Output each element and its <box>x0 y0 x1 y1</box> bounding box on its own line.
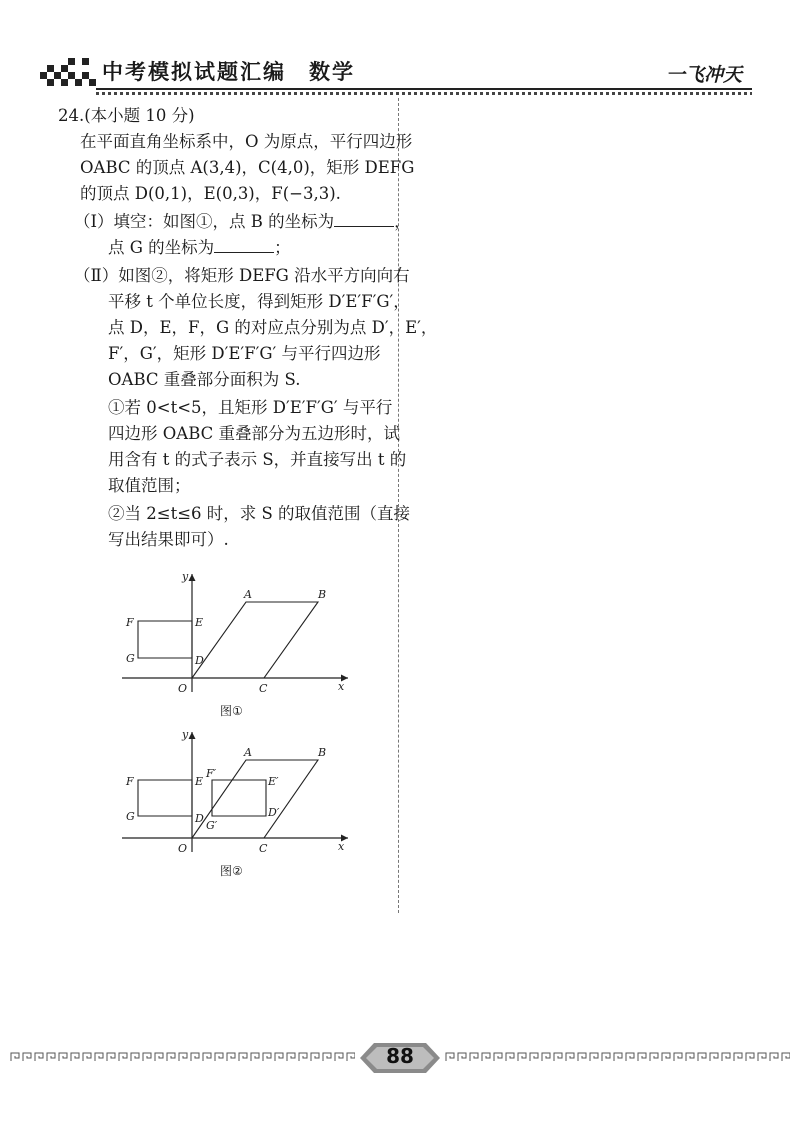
label-x: x <box>338 840 345 853</box>
rectangle-defg <box>138 621 192 658</box>
part2-line: 点 D，E，F，G 的对应点分别为点 D′，E′， <box>108 318 438 337</box>
page-header <box>40 52 752 92</box>
checker-logo-icon <box>40 58 96 86</box>
intro-line: OABC 的顶点 A(3,4)，C(4,0)，矩形 DEFG <box>80 158 415 177</box>
part2-line: 平移 t 个单位长度，得到矩形 D′E′F′G′， <box>108 292 410 311</box>
footer-border-left <box>10 1052 355 1062</box>
page-footer <box>0 1030 800 1090</box>
part2-line: （Ⅱ）如图②，将矩形 DEFG 沿水平方向向右 <box>74 266 410 285</box>
label-o: O <box>178 842 188 855</box>
part1-line1 <box>74 208 411 232</box>
part1-text: （Ⅰ）填空：如图①，点 B 的坐标为 <box>74 212 335 231</box>
label-e: E <box>195 775 204 788</box>
answer-blank-g <box>214 234 274 253</box>
part1-line2 <box>108 234 291 258</box>
figure-1-caption: 图① <box>220 704 243 718</box>
header-rule <box>96 88 752 90</box>
part1-punct: ； <box>274 238 291 257</box>
label-g: G <box>126 810 135 823</box>
page-number: 88 <box>386 1044 414 1068</box>
figure-1 <box>110 568 360 702</box>
sub2-line: 写出结果即可）. <box>108 530 229 549</box>
label-o: O <box>178 682 188 695</box>
figure-1-diagram <box>110 568 360 698</box>
sub1-line: ①若 0<t<5，且矩形 D′E′F′G′ 与平行 <box>108 398 393 417</box>
intro-line: 的顶点 D(0,1)，E(0,3)，F(−3,3). <box>80 184 341 203</box>
label-f-prime: F′ <box>206 767 217 780</box>
header-dotted-rule <box>96 92 752 95</box>
sub1-line: 取值范围； <box>108 476 191 495</box>
label-e-prime: E′ <box>268 775 279 788</box>
label-c: C <box>259 842 268 855</box>
label-b: B <box>318 588 327 601</box>
label-d: D <box>195 654 204 667</box>
rectangle-defg <box>138 780 192 816</box>
figure-2 <box>110 728 360 862</box>
parallelogram-oabc <box>192 602 318 678</box>
label-d-prime: D′ <box>268 806 280 819</box>
label-a: A <box>244 588 252 601</box>
sub2-line: ②当 2≤t≤6 时，求 S 的取值范围（直接 <box>108 504 411 523</box>
label-f: F <box>126 616 134 629</box>
problem-number: 24.(本小题 10 分) <box>58 106 195 125</box>
brand-name: 一飞冲天 <box>665 64 742 86</box>
label-y: y <box>182 570 189 583</box>
footer-border-right <box>445 1052 790 1062</box>
sub1-line: 四边形 OABC 重叠部分为五边形时，试 <box>108 424 400 443</box>
label-a: A <box>244 746 252 759</box>
label-e: E <box>195 616 204 629</box>
part1-text: 点 G 的坐标为 <box>108 238 215 257</box>
figure-2-caption: 图② <box>220 864 243 878</box>
label-x: x <box>338 680 345 693</box>
part2-line: F′，G′，矩形 D′E′F′G′ 与平行四边形 <box>108 344 381 363</box>
answer-blank-b <box>334 208 394 227</box>
label-d: D <box>195 812 204 825</box>
part2-line: OABC 重叠部分面积为 S. <box>108 370 301 389</box>
label-g: G <box>126 652 135 665</box>
label-b: B <box>318 746 327 759</box>
label-y: y <box>182 728 189 741</box>
intro-line: 在平面直角坐标系中，O 为原点，平行四边形 <box>80 132 413 151</box>
sub1-line: 用含有 t 的式子表示 S，并直接写出 t 的 <box>108 450 407 469</box>
book-title: 中考模拟试题汇编 数学 <box>102 60 355 84</box>
figure-2-diagram <box>110 728 360 858</box>
label-g-prime: G′ <box>206 819 218 832</box>
label-f: F <box>126 775 134 788</box>
part1-punct: ， <box>394 212 411 231</box>
label-c: C <box>259 682 268 695</box>
